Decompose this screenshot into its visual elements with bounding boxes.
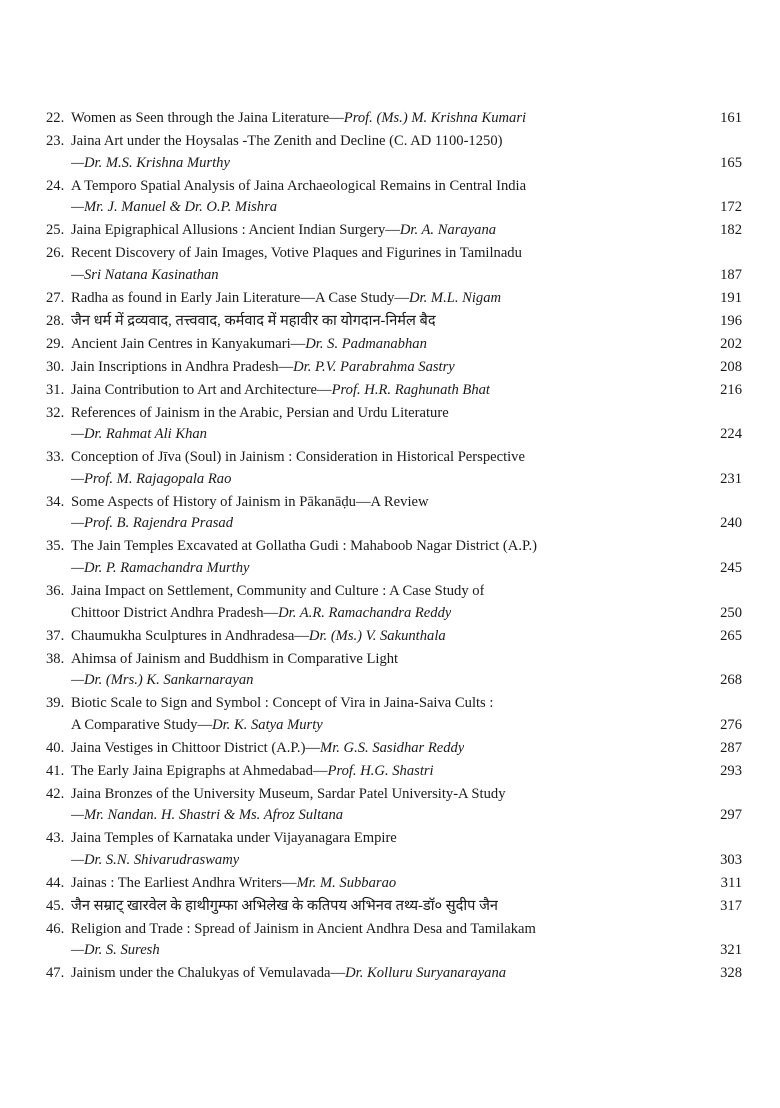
toc-entry — [46, 243, 742, 286]
entry-line — [71, 670, 742, 692]
entry-number: 22. — [46, 110, 65, 126]
entry-title: A Comparative Study— — [71, 716, 213, 733]
entry-page-number: 250 — [720, 604, 742, 621]
entry-number: 24. — [46, 177, 65, 194]
entry-title: Ancient Jain Centres in Kanyakumari— — [71, 335, 306, 352]
entry-author: —Dr. S.N. Shivarudraswamy — [71, 851, 240, 868]
entry-line — [71, 715, 742, 737]
entry-author: —Dr. M.S. Krishna Murthy — [71, 154, 230, 171]
entry-number: 45. — [46, 897, 65, 914]
entry-author: Dr. K. Satya Murty — [212, 716, 323, 733]
entry-author: —Sri Natana Kasinathan — [71, 266, 219, 283]
entry-title: The Jain Temples Excavated at Gollatha Gudi : Mahaboob Nagar District (A.P.) — [71, 538, 537, 555]
entry-line — [71, 896, 742, 918]
entry-title: Jain Inscriptions in Andhra Pradesh— — [71, 358, 294, 375]
entry-author: Dr. Kolluru Suryanarayana — [345, 965, 507, 982]
entry-line — [71, 357, 742, 379]
entry-line — [71, 581, 742, 603]
entry-page-number: 245 — [720, 559, 742, 576]
entry-author: Mr. M. Subbarao — [296, 874, 397, 891]
entry-page-number: 317 — [720, 897, 742, 914]
entry-line — [71, 265, 742, 287]
entry-line — [71, 626, 742, 648]
entry-line — [71, 873, 742, 895]
entry-line — [71, 197, 742, 219]
entry-author: Dr. A.R. Ramachandra Reddy — [278, 604, 452, 621]
entry-number: 42. — [46, 785, 65, 802]
entry-page-number: 231 — [720, 470, 742, 487]
toc-entry — [46, 693, 742, 736]
toc-entry — [46, 220, 742, 242]
entry-page-number: 182 — [720, 222, 742, 239]
entry-author: Dr. S. Padmanabhan — [305, 335, 427, 352]
entry-page-number — [702, 176, 742, 198]
entry-page-number: 268 — [720, 672, 742, 689]
entry-title: Women as Seen through the Jaina Literature— — [71, 110, 344, 126]
entry-number: 40. — [46, 739, 65, 756]
entry-line — [71, 850, 742, 872]
entry-title: Jainas : The Earliest Andhra Writers— — [71, 874, 297, 891]
entry-title: References of Jainism in the Arabic, Persian and Urdu Literature — [71, 404, 449, 421]
entry-title: Jaina Contribution to Art and Architecture— — [71, 381, 332, 398]
entry-title: Jaina Art under the Hoysalas -The Zenith and Decline (C. AD 1100-1250) — [71, 132, 503, 149]
entry-author: —Mr. Nandan. H. Shastri & Ms. Afroz Sultana — [71, 807, 344, 824]
entry-number: 25. — [46, 222, 65, 239]
toc-entry — [46, 738, 742, 760]
entry-page-number — [702, 649, 742, 671]
entry-author: —Dr. P. Ramachandra Murthy — [71, 559, 250, 576]
entry-line — [71, 784, 742, 806]
toc-entry — [46, 581, 742, 624]
toc-entry — [46, 288, 742, 310]
entry-number: 38. — [46, 650, 65, 667]
toc-entry — [46, 626, 742, 648]
entry-title: Conception of Jīva (Soul) in Jainism : Consideration in Historical Perspective — [71, 449, 525, 466]
entry-number: 43. — [46, 830, 65, 847]
entry-title: Religion and Trade : Spread of Jainism in Ancient Andhra Desa and Tamilakam — [71, 920, 536, 937]
entry-page-number: 297 — [720, 807, 742, 824]
entry-line — [71, 447, 742, 469]
toc-entry — [46, 761, 742, 783]
table-of-contents — [46, 108, 742, 986]
entry-title: Biotic Scale to Sign and Symbol : Concept of Vira in Jaina-Saiva Cults : — [71, 695, 494, 712]
toc-entry — [46, 828, 742, 871]
entry-title: Some Aspects of History of Jainism in Pākanāḍu—A Review — [71, 493, 429, 510]
entry-title: A Temporo Spatial Analysis of Jaina Archaeological Remains in Central India — [71, 177, 527, 194]
entry-author: —Prof. B. Rajendra Prasad — [71, 515, 234, 532]
entry-page-number: 293 — [720, 762, 742, 779]
entry-page-number — [702, 784, 742, 806]
entry-author: Prof. H.G. Shastri — [327, 762, 434, 779]
entry-line — [71, 963, 742, 985]
entry-line — [71, 108, 742, 130]
entry-page-number — [702, 536, 742, 558]
toc-entry — [46, 873, 742, 895]
entry-line — [71, 469, 742, 491]
entry-title: Jaina Temples of Karnataka under Vijayanagara Empire — [71, 830, 397, 847]
entry-author: Dr. M.L. Nigam — [409, 289, 502, 306]
entry-number: 29. — [46, 335, 65, 352]
toc-entry — [46, 536, 742, 579]
entry-page-number: 216 — [720, 381, 742, 398]
entry-line — [71, 311, 742, 333]
toc-entry — [46, 492, 742, 535]
toc-entry — [46, 649, 742, 692]
entry-page-number: 196 — [720, 312, 742, 329]
entry-page-number: 287 — [720, 739, 742, 756]
entry-page-number: 172 — [720, 199, 742, 216]
entry-number: 47. — [46, 965, 65, 982]
entry-line — [71, 153, 742, 175]
entry-line — [71, 288, 742, 310]
entry-page-number: 165 — [720, 154, 742, 171]
entry-title: जैन सम्राट् खारवेल के हाथीगुम्फा अभिलेख के कतिपय अभिनव तथ्य-डॉ० सुदीप जैन — [71, 897, 499, 914]
entry-title: Chaumukha Sculptures in Andhradesa— — [71, 627, 309, 644]
entry-line — [71, 940, 742, 962]
entry-line — [71, 334, 742, 356]
entry-title: Jaina Bronzes of the University Museum, Sardar Patel University-A Study — [71, 785, 506, 802]
entry-page-number: 276 — [720, 716, 742, 733]
entry-page-number: 311 — [720, 874, 742, 891]
entry-number: 39. — [46, 695, 65, 712]
entry-line — [71, 761, 742, 783]
entry-page-number: 191 — [720, 289, 742, 306]
entry-author: —Dr. Rahmat Ali Khan — [71, 426, 207, 443]
toc-entry — [46, 334, 742, 356]
entry-title: Chittoor District Andhra Pradesh— — [71, 604, 279, 621]
entry-title: Recent Discovery of Jain Images, Votive Plaques and Figurines in Tamilnadu — [71, 245, 522, 262]
entry-page-number — [702, 243, 742, 265]
entry-page-number — [702, 581, 742, 603]
entry-page-number: 187 — [720, 266, 742, 283]
entry-author: —Dr. S. Suresh — [71, 942, 160, 959]
entry-author: —Dr. (Mrs.) K. Sankarnarayan — [71, 672, 254, 689]
entry-author: Prof. (Ms.) M. Krishna Kumari — [343, 110, 527, 126]
entry-line — [71, 693, 742, 715]
toc-entry — [46, 919, 742, 962]
entry-title: जैन धर्म में द्रव्यवाद, तत्त्ववाद, कर्मवाद में महावीर का योगदान-निर्मल बैद — [71, 312, 436, 329]
toc-entry — [46, 108, 742, 130]
entry-number: 28. — [46, 312, 65, 329]
entry-line — [71, 492, 742, 514]
entry-page-number — [702, 131, 742, 153]
entry-line — [71, 536, 742, 558]
toc-entry — [46, 380, 742, 402]
entry-page-number — [702, 492, 742, 514]
entry-number: 33. — [46, 449, 65, 466]
entry-line — [71, 805, 742, 827]
entry-number: 34. — [46, 493, 65, 510]
entry-line — [71, 131, 742, 153]
entry-number: 31. — [46, 381, 65, 398]
entry-line — [71, 828, 742, 850]
entry-title: Jaina Impact on Settlement, Community and Culture : A Case Study of — [71, 582, 485, 599]
toc-entry — [46, 447, 742, 490]
toc-entry — [46, 896, 742, 918]
entry-line — [71, 424, 742, 446]
entry-title: Jaina Epigraphical Allusions : Ancient Indian Surgery— — [71, 222, 400, 239]
entry-page-number: 303 — [720, 851, 742, 868]
entry-number: 37. — [46, 627, 65, 644]
entry-author: —Prof. M. Rajagopala Rao — [71, 470, 232, 487]
entry-title: Jaina Vestiges in Chittoor District (A.P.)— — [71, 739, 321, 756]
entry-line — [71, 243, 742, 265]
entry-line — [71, 403, 742, 425]
entry-line — [71, 513, 742, 535]
toc-entry — [46, 131, 742, 174]
entry-line — [71, 649, 742, 671]
toc-entry — [46, 784, 742, 827]
entry-title: Radha as found in Early Jain Literature—A Case Study— — [71, 289, 410, 306]
entry-page-number — [702, 919, 742, 941]
entry-page-number: 161 — [720, 110, 742, 126]
entry-number: 44. — [46, 874, 65, 891]
entry-number: 36. — [46, 582, 65, 599]
entry-title: Jainism under the Chalukyas of Vemulavada— — [71, 965, 346, 982]
entry-page-number — [702, 447, 742, 469]
toc-entry — [46, 176, 742, 219]
entry-number: 26. — [46, 245, 65, 262]
entry-page-number: 224 — [720, 426, 742, 443]
toc-entry — [46, 963, 742, 985]
entry-author: —Mr. J. Manuel & Dr. O.P. Mishra — [71, 199, 278, 216]
entry-page-number — [702, 403, 742, 425]
entry-line — [71, 919, 742, 941]
entry-line — [71, 220, 742, 242]
toc-entry — [46, 403, 742, 446]
entry-number: 30. — [46, 358, 65, 375]
entry-page-number: 328 — [720, 965, 742, 982]
entry-page-number: 240 — [720, 515, 742, 532]
entry-number: 41. — [46, 762, 65, 779]
entry-line — [71, 558, 742, 580]
toc-entry — [46, 357, 742, 379]
entry-number: 32. — [46, 404, 65, 421]
entry-line — [71, 603, 742, 625]
entry-author: Dr. (Ms.) V. Sakunthala — [308, 627, 446, 644]
entry-number: 46. — [46, 920, 65, 937]
entry-author: Dr. A. Narayana — [399, 222, 497, 239]
entry-number: 23. — [46, 132, 65, 149]
entry-author: Dr. P.V. Parabrahma Sastry — [293, 358, 455, 375]
entry-page-number — [702, 693, 742, 715]
entry-title: The Early Jaina Epigraphs at Ahmedabad— — [71, 762, 328, 779]
entry-page-number — [702, 828, 742, 850]
entry-page-number: 265 — [720, 627, 742, 644]
entry-page-number: 208 — [720, 358, 742, 375]
entry-number: 27. — [46, 289, 65, 306]
entry-number: 35. — [46, 538, 65, 555]
entry-line — [71, 738, 742, 760]
entry-page-number: 202 — [720, 335, 742, 352]
entry-page-number: 321 — [720, 942, 742, 959]
entry-author: Prof. H.R. Raghunath Bhat — [331, 381, 490, 398]
entry-line — [71, 176, 742, 198]
toc-entry — [46, 311, 742, 333]
entry-author: Mr. G.S. Sasidhar Reddy — [320, 739, 465, 756]
entry-line — [71, 380, 742, 402]
entry-title: Ahimsa of Jainism and Buddhism in Comparative Light — [71, 650, 399, 667]
